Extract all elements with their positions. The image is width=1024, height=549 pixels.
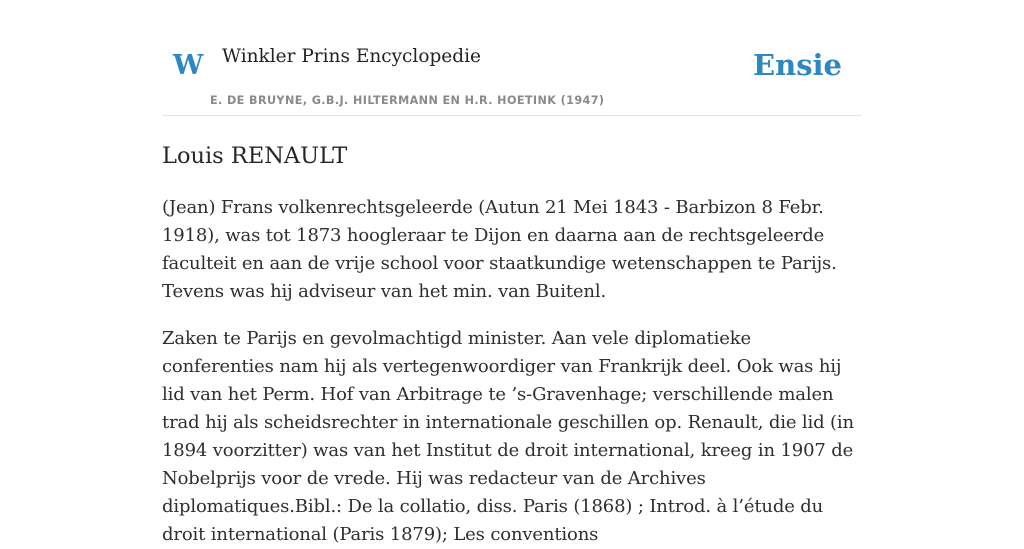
winkler-prins-logo[interactable]: W [173,50,204,81]
article [162,142,862,549]
article-paragraph: (Jean) Frans volkenrechtsgeleerde (Autun 21 Mei 1843 - Barbizon 8 Febr. 1918), was tot 1873 hoogleraar te Dijon en daarna aan de rechtsgeleerde faculteit en aan de vrije school voor staatkundige wetenschappen te Parijs. Tevens was hij adviseur van het min. van Buitenl. [162,197,837,303]
page [162,0,862,549]
ensie-logo-link[interactable]: Ensie [753,48,842,82]
site-subtitle: E. DE BRUYNE, G.B.J. HILTERMANN EN H.R. HOETINK (1947) [210,94,605,107]
article-paragraph: Zaken te Parijs en gevolmachtigd minister. Aan vele diplomatieke conferenties nam hij als vertegenwoordiger van Frankrijk deel. Ook was hij lid van het Perm. Hof van Arbitrage te ’s-Gravenhage; verschillende malen trad hij als scheidsrechter in internationale geschillen op. Renault, die lid (in 1894 voorzitter) was van het Institut de droit international, kreeg in 1907 de Nobelprijs voor de vrede. Hij was redacteur van de Archives diplomatiques.Bibl.: De la collatio, diss. Paris (1868) ; Introd. à l’étude du droit international (Paris 1879); Les conventions [162,328,854,546]
site-title[interactable]: Winkler Prins Encyclopedie [222,46,481,67]
article-title: Louis RENAULT [162,143,348,169]
site-header [162,0,862,116]
